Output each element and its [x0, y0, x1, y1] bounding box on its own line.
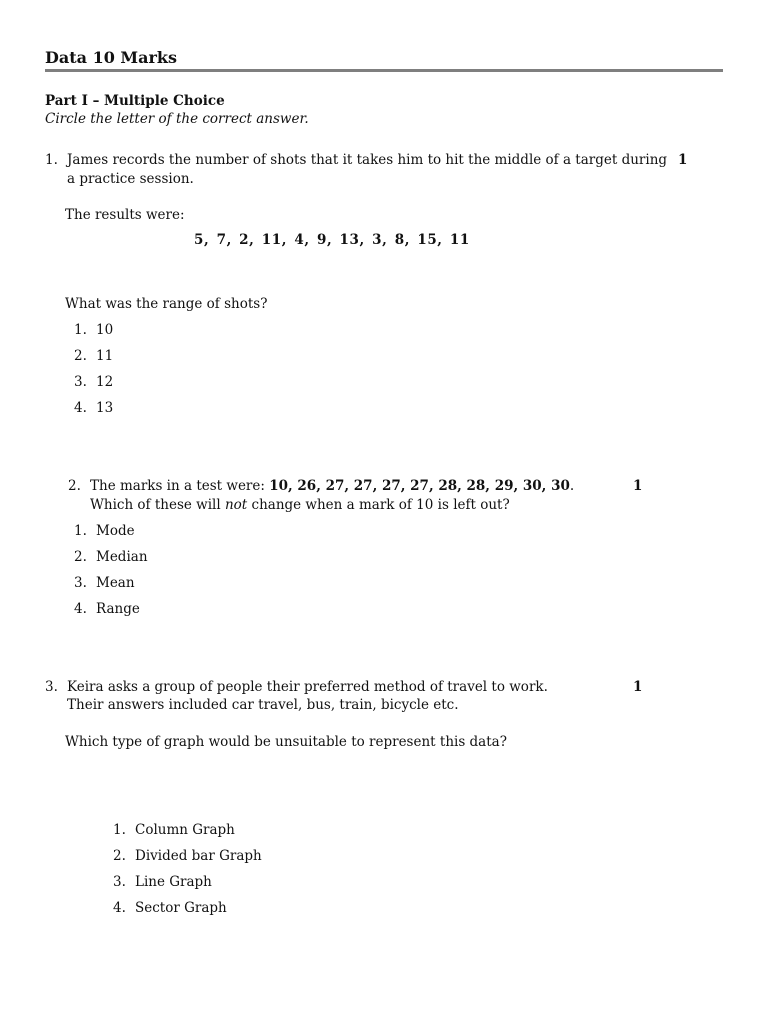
question-3-marks: 1 — [633, 679, 643, 695]
option-text: Column Graph — [135, 822, 235, 838]
option-text: 10 — [96, 322, 114, 338]
option-number: 1. — [74, 322, 87, 338]
option-number: 4. — [74, 601, 87, 617]
option-text: Mean — [96, 575, 135, 591]
question-2-line2-prefix: Which of these will — [90, 497, 225, 513]
question-3-prompt: Which type of graph would be unsuitable to represent this data? — [65, 734, 507, 750]
question-3-text-line2: Their answers included car travel, bus, train, bicycle etc. — [67, 697, 459, 713]
question-2-emphasis: not — [224, 497, 248, 513]
section-heading: Part I – Multiple Choice — [45, 93, 225, 109]
question-1-prompt: What was the range of shots? — [65, 296, 268, 312]
question-1-values: 5, 7, 2, 11, 4, 9, 13, 3, 8, 15, 11 — [194, 232, 470, 248]
question-2-line2-suffix: change when a mark of 10 is left out? — [247, 497, 510, 513]
question-1-option[interactable] — [74, 400, 113, 416]
option-text: Divided bar Graph — [135, 848, 262, 864]
question-3-option[interactable] — [113, 848, 262, 864]
option-text: Mode — [96, 523, 135, 539]
option-text: 13 — [96, 400, 114, 416]
question-3-text-line1: Keira asks a group of people their preferred method of travel to work. — [67, 679, 548, 695]
question-1-number: 1. — [45, 152, 58, 168]
option-number: 1. — [113, 822, 126, 838]
question-1-option[interactable] — [74, 374, 113, 390]
question-2-marks: 1 — [633, 478, 643, 494]
question-2-number: 2. — [68, 478, 81, 494]
question-1-results-label: The results were: — [65, 207, 185, 223]
question-1-option[interactable] — [74, 348, 113, 364]
question-3-number: 3. — [45, 679, 58, 695]
question-2-option[interactable] — [74, 575, 135, 591]
option-number: 3. — [74, 374, 87, 390]
question-1-marks: 1 — [678, 152, 688, 168]
option-text: Median — [96, 549, 148, 565]
option-number: 2. — [74, 549, 87, 565]
question-2-option[interactable] — [74, 601, 140, 617]
question-2-text-line2 — [90, 497, 510, 513]
question-1-option[interactable] — [74, 322, 113, 338]
option-text: 11 — [96, 348, 114, 364]
option-number: 4. — [113, 900, 126, 916]
option-text: Sector Graph — [135, 900, 227, 916]
option-number: 4. — [74, 400, 87, 416]
section-instruction: Circle the letter of the correct answer. — [45, 111, 309, 127]
question-2-text-line1 — [90, 478, 574, 494]
question-1-text-line1: James records the number of shots that it takes him to hit the middle of a target during — [67, 152, 668, 168]
question-3-option[interactable] — [113, 874, 212, 890]
question-3-option[interactable] — [113, 822, 235, 838]
option-number: 2. — [113, 848, 126, 864]
question-2-suffix: . — [569, 478, 575, 494]
option-number: 2. — [74, 348, 87, 364]
option-text: Line Graph — [135, 874, 212, 890]
option-number: 3. — [74, 575, 87, 591]
option-text: Range — [96, 601, 140, 617]
option-text: 12 — [96, 374, 114, 390]
question-1-text-line2: a practice session. — [67, 171, 194, 187]
question-2-prefix: The marks in a test were: — [90, 478, 270, 494]
question-2-values: 10, 26, 27, 27, 27, 27, 28, 28, 29, 30, 30 — [269, 478, 570, 494]
title-divider — [45, 69, 723, 72]
question-3-option[interactable] — [113, 900, 227, 916]
option-number: 1. — [74, 523, 87, 539]
page-title: Data 10 Marks — [45, 48, 178, 67]
option-number: 3. — [113, 874, 126, 890]
question-2-option[interactable] — [74, 549, 148, 565]
question-2-option[interactable] — [74, 523, 135, 539]
